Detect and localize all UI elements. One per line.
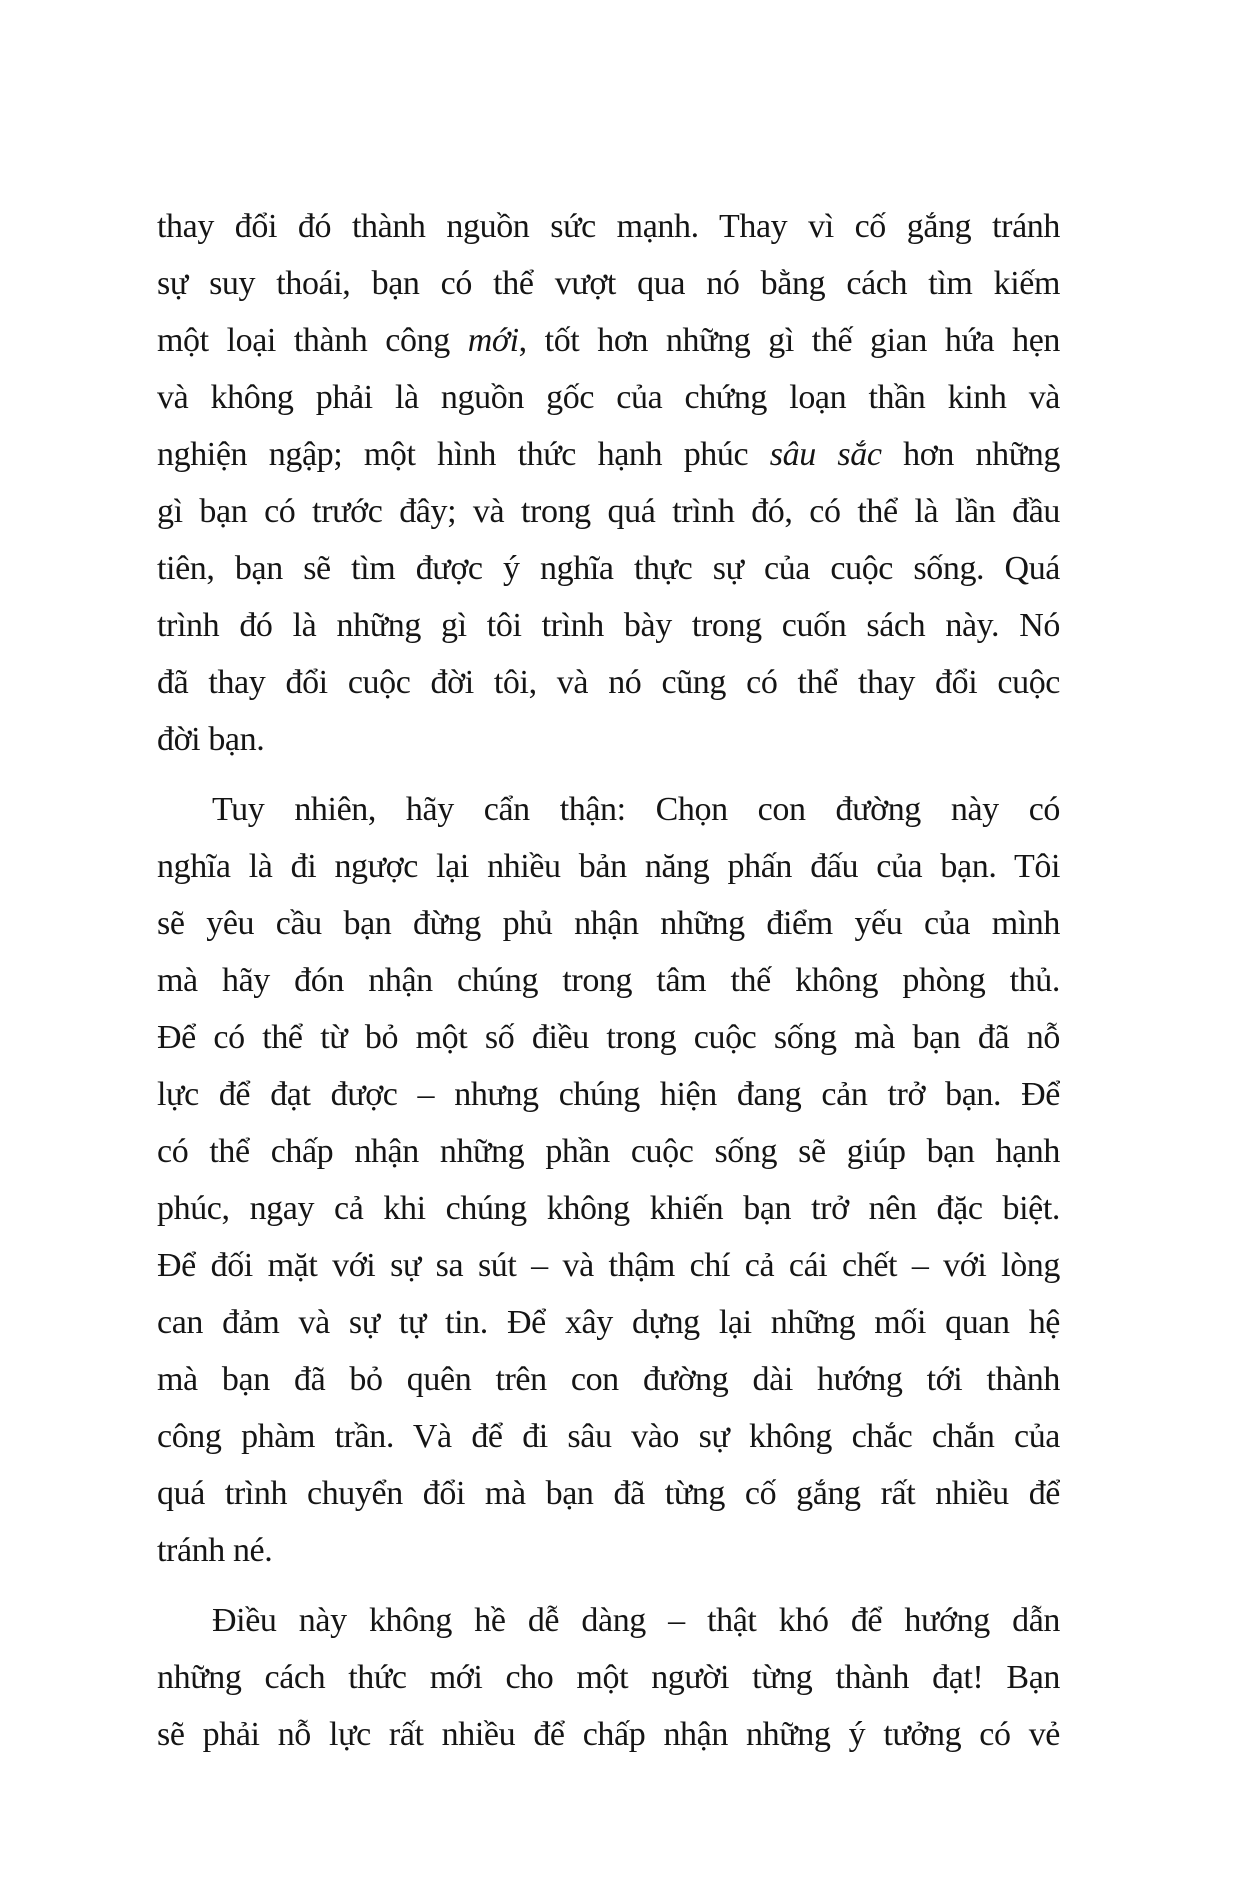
paragraph xyxy=(157,198,1060,768)
text-segment: đã thay đổi cuộc đời tôi, và nó cũng có thể thay đổi cuộc xyxy=(157,664,1060,701)
text-segment: tránh né. xyxy=(157,1532,273,1569)
text-line xyxy=(157,1294,1060,1351)
text-line xyxy=(157,255,1060,312)
page-text xyxy=(157,198,1060,1763)
text-line xyxy=(157,1009,1060,1066)
text-segment: có thể chấp nhận những phần cuộc sống sẽ giúp bạn hạnh xyxy=(157,1133,1060,1170)
text-segment: Điều này không hề dễ dàng – thật khó để hướng dẫn xyxy=(212,1602,1060,1639)
text-segment: đời bạn. xyxy=(157,721,265,758)
text-line xyxy=(157,1706,1060,1763)
text-line xyxy=(157,1408,1060,1465)
text-line xyxy=(157,781,1060,838)
text-line xyxy=(157,654,1060,711)
text-line xyxy=(157,540,1060,597)
text-segment: quá trình chuyển đổi mà bạn đã từng cố gắng rất nhiều để xyxy=(157,1475,1060,1512)
text-segment: lực để đạt được – nhưng chúng hiện đang cản trở bạn. Để xyxy=(157,1076,1060,1113)
text-segment: sự suy thoái, bạn có thể vượt qua nó bằng cách tìm kiếm xyxy=(157,265,1060,302)
text-line xyxy=(157,1465,1060,1522)
text-line xyxy=(157,838,1060,895)
text-segment: thay đổi đó thành nguồn sức mạnh. Thay vì cố gắng tránh xyxy=(157,208,1060,245)
text-segment: nghĩa là đi ngược lại nhiều bản năng phấn đấu của bạn. Tôi xyxy=(157,848,1060,885)
text-line xyxy=(157,1237,1060,1294)
text-segment: công phàm trần. Và để đi sâu vào sự không chắc chắn của xyxy=(157,1418,1060,1455)
text-segment: mà bạn đã bỏ quên trên con đường dài hướng tới thành xyxy=(157,1361,1060,1398)
text-segment: can đảm và sự tự tin. Để xây dựng lại những mối quan hệ xyxy=(157,1304,1060,1341)
text-line xyxy=(157,312,1060,369)
text-segment: Tuy nhiên, hãy cẩn thận: Chọn con đường này có xyxy=(212,791,1060,828)
text-segment: Để đối mặt với sự sa sút – và thậm chí cả cái chết – với lòng xyxy=(157,1247,1060,1284)
text-segment: trình đó là những gì tôi trình bày trong cuốn sách này. Nó xyxy=(157,607,1060,644)
text-segment: một loại thành công xyxy=(157,322,468,359)
text-segment: những cách thức mới cho một người từng thành đạt! Bạn xyxy=(157,1659,1060,1696)
text-line xyxy=(157,369,1060,426)
text-line xyxy=(157,895,1060,952)
text-segment: phúc, ngay cả khi chúng không khiến bạn trở nên đặc biệt. xyxy=(157,1190,1060,1227)
text-segment: nghiện ngập; một hình thức hạnh phúc xyxy=(157,436,770,473)
text-line xyxy=(157,711,1060,768)
text-line xyxy=(157,483,1060,540)
text-line xyxy=(157,597,1060,654)
italic-text-segment: sâu sắc xyxy=(769,436,882,473)
paragraph xyxy=(157,1592,1060,1763)
text-line xyxy=(157,1592,1060,1649)
paragraph xyxy=(157,781,1060,1579)
text-segment: Để có thể từ bỏ một số điều trong cuộc sống mà bạn đã nỗ xyxy=(157,1019,1060,1056)
text-segment: sẽ yêu cầu bạn đừng phủ nhận những điểm yếu của mình xyxy=(157,905,1060,942)
italic-text-segment: mới xyxy=(467,322,519,359)
text-segment: tiên, bạn sẽ tìm được ý nghĩa thực sự của cuộc sống. Quá xyxy=(157,550,1060,587)
text-line xyxy=(157,1123,1060,1180)
text-segment: và không phải là nguồn gốc của chứng loạn thần kinh và xyxy=(157,379,1060,416)
text-segment: hơn những xyxy=(881,436,1060,473)
text-segment: sẽ phải nỗ lực rất nhiều để chấp nhận những ý tưởng có vẻ xyxy=(157,1716,1060,1753)
text-line xyxy=(157,952,1060,1009)
text-segment: gì bạn có trước đây; và trong quá trình đó, có thể là lần đầu xyxy=(157,493,1060,530)
text-line xyxy=(157,198,1060,255)
text-line xyxy=(157,1522,1060,1579)
text-line xyxy=(157,1066,1060,1123)
text-segment: , tốt hơn những gì thế gian hứa hẹn xyxy=(518,322,1060,359)
text-line xyxy=(157,426,1060,483)
text-segment: mà hãy đón nhận chúng trong tâm thế không phòng thủ. xyxy=(157,962,1060,999)
text-line xyxy=(157,1351,1060,1408)
text-line xyxy=(157,1180,1060,1237)
text-line xyxy=(157,1649,1060,1706)
